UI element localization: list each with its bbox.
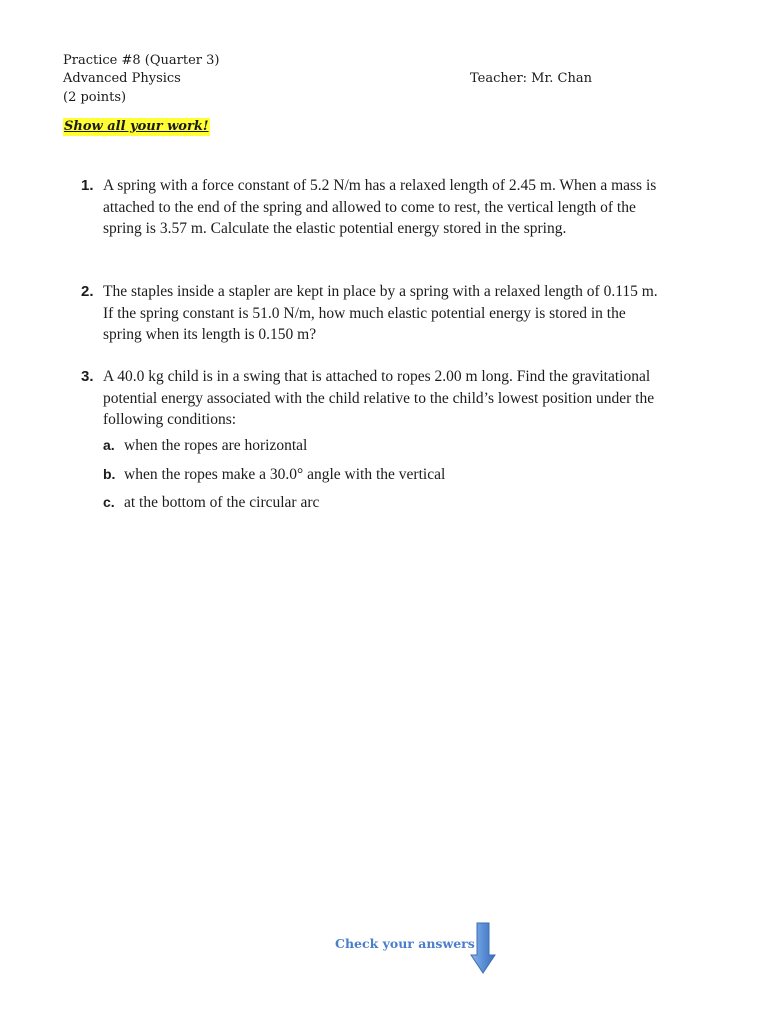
part-text: when the ropes make a 30.0° angle with the vertical xyxy=(124,466,446,483)
question-3-part-a xyxy=(103,435,307,456)
question-text: A spring with a force constant of 5.2 N/m has a relaxed length of 2.45 m. When a mass is attached to the end of the spring and allowed to come to rest, the vertical length of the spring is 3.57 m. Calculate the elastic potential energy stored in the spring. xyxy=(103,177,657,237)
teacher-label: Teacher: Mr. Chan xyxy=(470,71,592,86)
check-answers-link[interactable]: Check your answers xyxy=(335,936,475,951)
arrow-down-icon[interactable] xyxy=(470,922,496,974)
part-letter: a. xyxy=(103,437,115,453)
question-3 xyxy=(81,366,661,431)
question-2 xyxy=(81,281,661,346)
part-text: when the ropes are horizontal xyxy=(124,437,308,454)
question-number: 2. xyxy=(81,283,94,300)
question-3-part-c xyxy=(103,492,319,513)
question-number: 1. xyxy=(81,177,94,194)
work-instruction: Show all your work! xyxy=(64,119,209,134)
question-text: A 40.0 kg child is in a swing that is attached to ropes 2.00 m long. Find the gravitational potential energy associated with the child relative to the child’s lowest position under the following conditions: xyxy=(103,368,655,428)
question-number: 3. xyxy=(81,368,94,385)
part-letter: c. xyxy=(103,494,115,510)
part-text: at the bottom of the circular arc xyxy=(124,494,320,511)
points-label: (2 points) xyxy=(63,90,127,105)
practice-title: Practice #8 (Quarter 3) xyxy=(63,53,220,68)
question-1 xyxy=(81,175,661,240)
question-text: The staples inside a stapler are kept in place by a spring with a relaxed length of 0.115 m. If the spring constant is 51.0 N/m, how much elastic potential energy is stored in the spring when its length is 0.150 m? xyxy=(103,283,658,343)
part-letter: b. xyxy=(103,466,116,482)
course-name: Advanced Physics xyxy=(63,71,181,86)
question-3-part-b xyxy=(103,464,445,485)
